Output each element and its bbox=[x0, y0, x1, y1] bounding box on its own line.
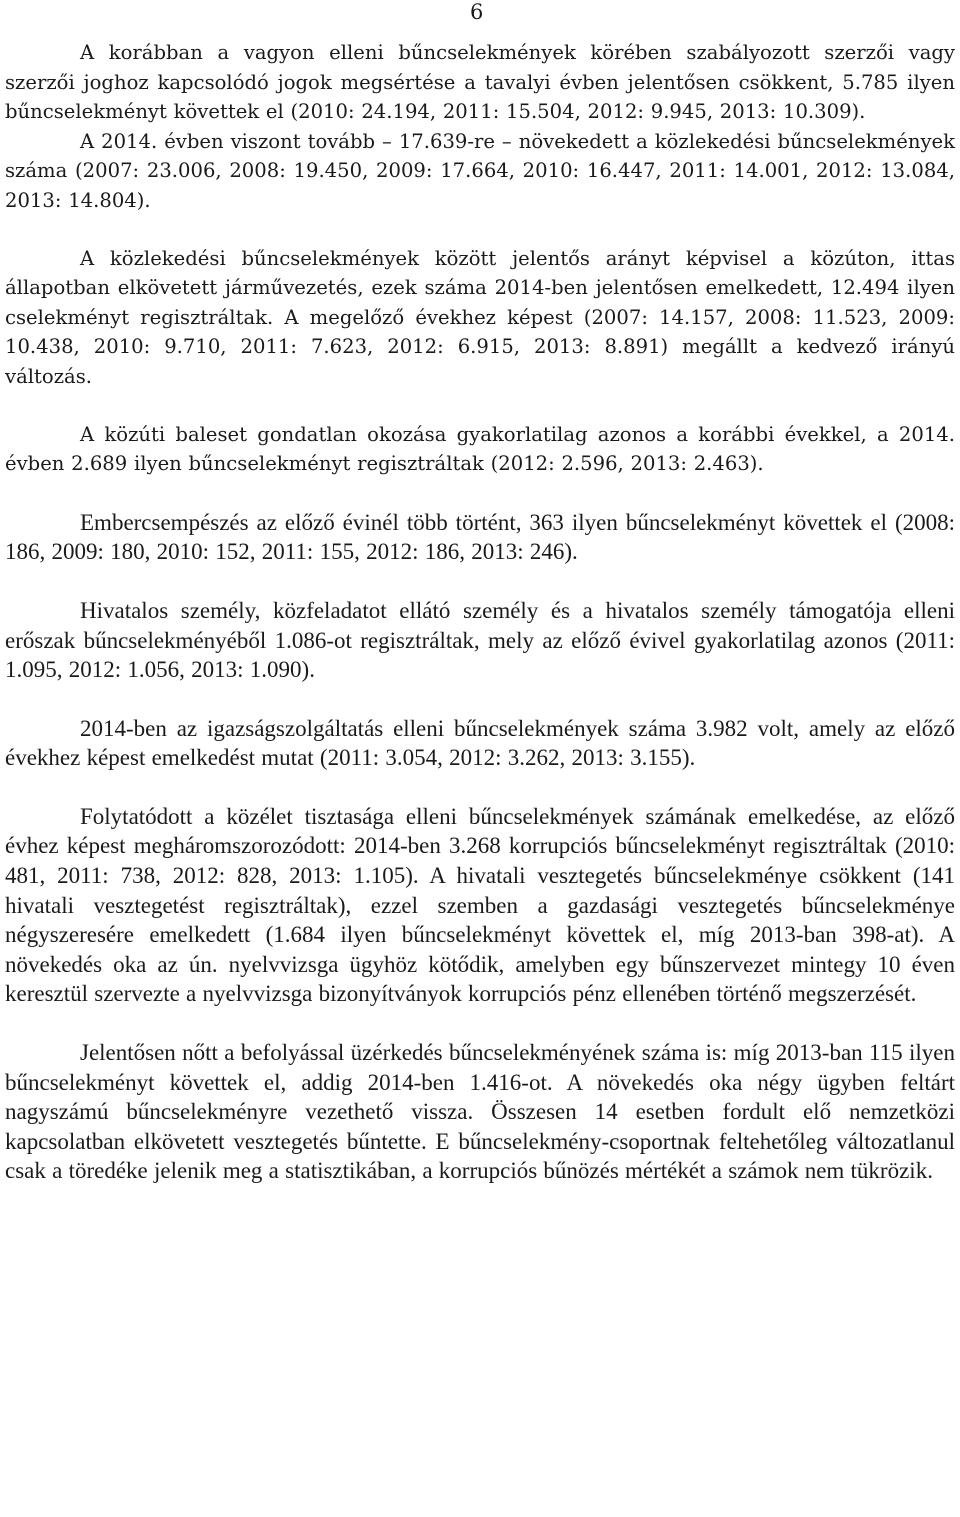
paragraph-corruption: Folytatódott a közélet tisztasága elleni bűncselekmények számának emelkedése, az előző évhez képest megháromszorozódott: 2014-ben 3.268 korrupciós bűncselekményt regisztráltak (2010: 481, 2011: 738, 2012: 828, 2013: 1.105). A hivatali vesztegetés bűncselekménye csökkent (141 hivatali vesztegetést regisztráltak), ezzel szemben a gazdasági vesztegetés bűncselekménye négyszeresére emelkedett (1.684 ilyen bűncselekményt követtek el, míg 2013-ban 398-at). A növekedés oka az ún. nyelvvizsga ügyhöz kötődik, amelyben egy bűnszervezet mintegy 10 éven keresztül szervezte a nyelvvizsga bizonyítványok korrupciós pénz ellenében történő megszerzését. bbox=[5, 803, 955, 1007]
paragraph-road-accidents: A közúti baleset gondatlan okozása gyakorlatilag azonos a korábbi évekkel, a 2014. évben 2.689 ilyen bűncselekményt regisztráltak (2012: 2.596, 2013: 2.463). bbox=[5, 422, 955, 476]
paragraph-drunk-driving: A közlekedési bűncselekmények között jelentős arányt képvisel a közúton, ittas állapotban elkövetett járművezetés, ezek száma 2014-ben jelentősen emelkedett, 12.494 ilyen cselekményt regisztráltak. A megelőző évekhez képest (2007: 14.157, 2008: 11.523, 2009: 10.438, 2010: 9.710, 2011: 7.623, 2012: 6.915, 2013: 8.891) megállt a kedvező irányú változás. bbox=[5, 246, 955, 388]
paragraph-influence-peddling: Jelentősen nőtt a befolyással üzérkedés bűncselekményének száma is: míg 2013-ban 115 ilyen bűncselekményt követtek el, addig 2014-ben 1.416-ot. A növekedés oka négy ügyben feltárt nagyszámú bűncselekményre vezethető vissza. Összesen 14 esetben fordult elő nemzetközi kapcsolatban elkövetett vesztegetés bűntette. E bűncselekmény-csoportnak feltehetőleg változatlanul csak a töredéke jelenik meg a statisztikában, a korrupciós bűnözés mértékét a számok nem tükrözik. bbox=[5, 1040, 955, 1184]
paragraph-traffic-offences: A 2014. évben viszont tovább – 17.639-re – növekedett a közlekedési bűncselekmények száma (2007: 23.006, 2008: 19.450, 2009: 17.664, 2010: 16.447, 2011: 14.001, 2012: 13.084, 2013: 14.804). bbox=[5, 129, 955, 212]
paragraph-copyright-offences: A korábban a vagyon elleni bűncselekmények körében szabályozott szerzői vagy szerzői joghoz kapcsolódó jogok megsértése a tavalyi évben jelentősen csökkent, 5.785 ilyen bűncselekményt követtek el (2010: 24.194, 2011: 15.504, 2012: 9.945, 2013: 10.309). bbox=[5, 41, 955, 124]
paragraph-violence-against-officials: Hivatalos személy, közfeladatot ellátó személy és a hivatalos személy támogatója elleni erőszak bűncselekményéből 1.086-ot regisztráltak, mely az előző évivel gyakorlatilag azonos (2011: 1.095, 2012: 1.056, 2013: 1.090). bbox=[5, 597, 955, 683]
document-body bbox=[5, 38, 955, 1186]
paragraph-human-smuggling: Embercsempészés az előző évinél több történt, 363 ilyen bűncselekményt követtek el (2008: 186, 2009: 180, 2010: 152, 2011: 155, 2012: 186, 2013: 246). bbox=[5, 509, 955, 565]
paragraph-justice-offences: 2014-ben az igazságszolgáltatás elleni bűncselekmények száma 3.982 volt, amely az előző évekhez képest emelkedést mutat (2011: 3.054, 2012: 3.262, 2013: 3.155). bbox=[5, 715, 955, 771]
page-number: 6 bbox=[470, 0, 484, 24]
